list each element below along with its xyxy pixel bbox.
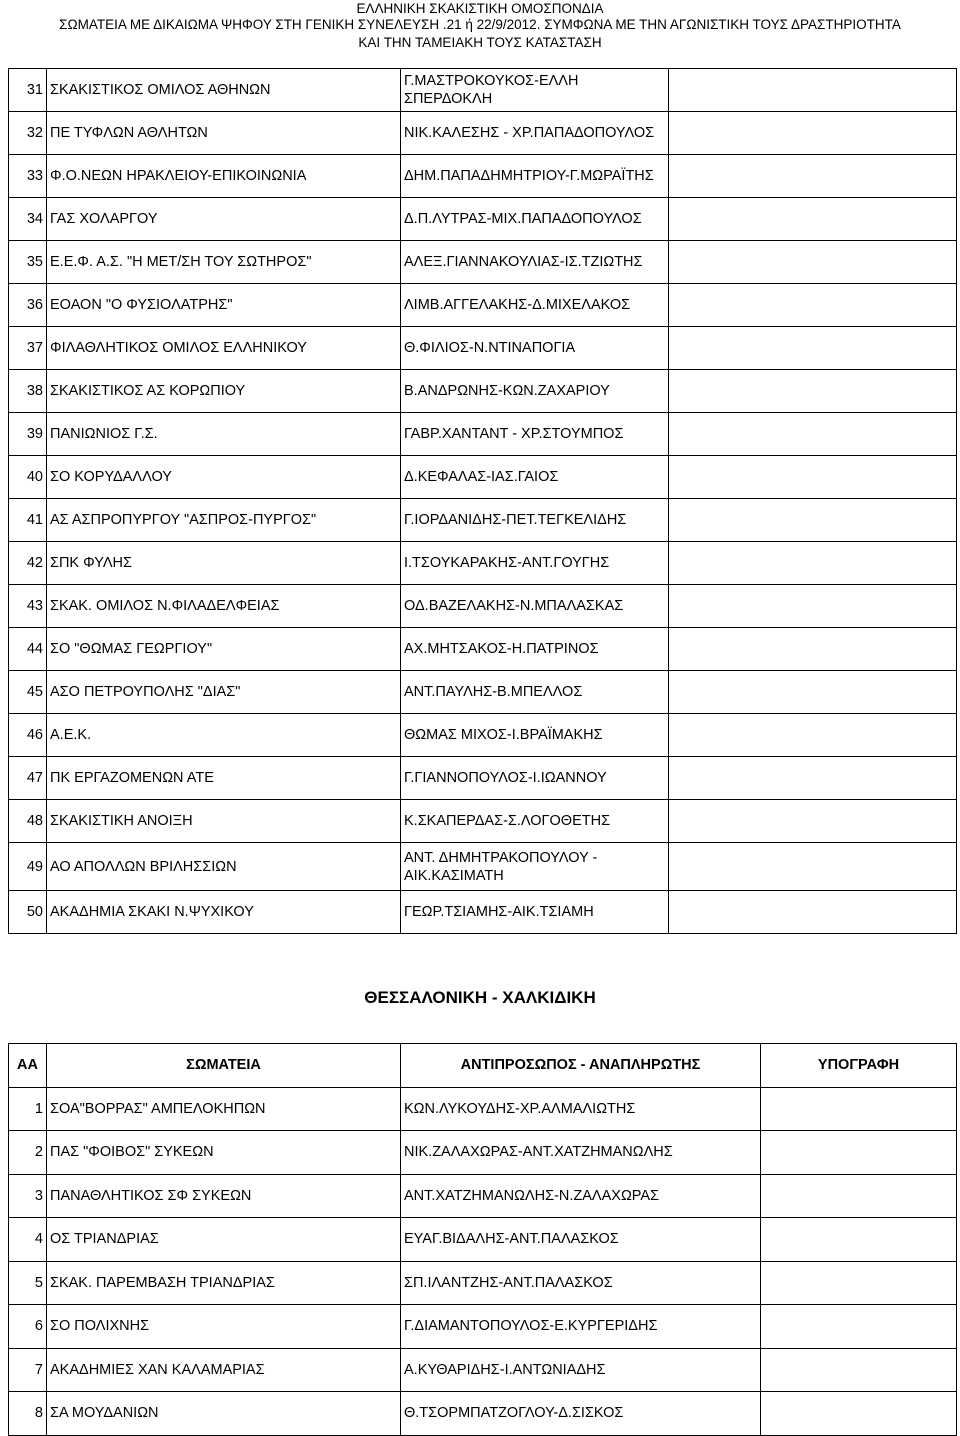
signature-cell [669,69,957,112]
signature-cell [669,155,957,198]
signature-cell [669,671,957,714]
representative: ΣΠ.ΙΛΑΝΤΖΗΣ-ΑΝΤ.ΠΑΛΑΣΚΟΣ [401,1261,761,1305]
club-name: ΣΑ ΜΟΥΔΑΝΙΩΝ [47,1392,401,1436]
club-name: ΣΚΑΚΙΣΤΙΚΟΣ ΟΜΙΛΟΣ ΑΘΗΝΩΝ [47,69,401,112]
signature-cell [669,891,957,934]
row-number: 40 [9,456,47,499]
table-row [9,112,957,155]
document-subtitle: ΣΩΜΑΤΕΙΑ ΜΕ ΔΙΚΑΙΩΜΑ ΨΗΦΟΥ ΣΤΗ ΓΕΝΙΚΗ ΣΥΝΕΛΕΥΣΗ .21 ή 22/9/2012. ΣΥΜΦΩΝΑ ΜΕ ΤΗΝ ΑΓΩΝΙΣΤΙΚΗ ΤΟΥΣ ΔΡΑΣΤΗΡΙΟΤΗΤΑ [59,17,901,32]
row-number: 49 [9,843,47,891]
representative: ΚΩΝ.ΛΥΚΟΥΔΗΣ-ΧΡ.ΑΛΜΑΛΙΩΤΗΣ [401,1087,761,1131]
representative: ΘΩΜΑΣ ΜΙΧΟΣ-Ι.ΒΡΑΪΜΑΚΗΣ [401,714,669,757]
club-name: ΑΚΑΔΗΜΙΕΣ ΧΑΝ ΚΑΛΑΜΑΡΙΑΣ [47,1348,401,1392]
club-name: ΣΠΚ ΦΥΛΗΣ [47,542,401,585]
representative: ΔΗΜ.ΠΑΠΑΔΗΜΗΤΡΙΟΥ-Γ.ΜΩΡΑΪΤΗΣ [401,155,669,198]
representative: Δ.Π.ΛΥΤΡΑΣ-ΜΙΧ.ΠΑΠΑΔΟΠΟΥΛΟΣ [401,198,669,241]
row-number: 42 [9,542,47,585]
representative: Θ.ΦΙΛΙΟΣ-Ν.ΝΤΙΝΑΠΟΓΙΑ [401,327,669,370]
club-name: Ε.Ε.Φ. Α.Σ. "Η ΜΕΤ/ΣΗ ΤΟΥ ΣΩΤΗΡΟΣ" [47,241,401,284]
signature-cell [761,1218,957,1262]
clubs-table-attica [8,68,957,934]
signature-cell [669,327,957,370]
club-name: ΓΑΣ ΧΟΛΑΡΓΟΥ [47,198,401,241]
row-number: 32 [9,112,47,155]
signature-cell [761,1392,957,1436]
row-number: 48 [9,800,47,843]
table-row [9,1261,957,1305]
representative: ΓΑΒΡ.ΧΑΝΤΑΝΤ - ΧΡ.ΣΤΟΥΜΠΟΣ [401,413,669,456]
row-number: 33 [9,155,47,198]
row-number: 47 [9,757,47,800]
signature-cell [669,370,957,413]
representative: Γ.ΙΟΡΔΑΝΙΔΗΣ-ΠΕΤ.ΤΕΓΚΕΛΙΔΗΣ [401,499,669,542]
region-title: ΘΕΣΣΑΛΟΝΙΚΗ - ΧΑΛΚΙΔΙΚΗ [364,988,596,1007]
representative: ΝΙΚ.ΖΑΛΑΧΩΡΑΣ-ΑΝΤ.ΧΑΤΖΗΜΑΝΩΛΗΣ [401,1131,761,1175]
row-number: 37 [9,327,47,370]
row-number: 36 [9,284,47,327]
table-row [9,1392,957,1436]
row-number: 50 [9,891,47,934]
representative: ΑΝΤ.ΠΑΥΛΗΣ-Β.ΜΠΕΛΛΟΣ [401,671,669,714]
row-number: 5 [9,1261,47,1305]
signature-cell [761,1261,957,1305]
representative: Α.ΚΥΘΑΡΙΔΗΣ-Ι.ΑΝΤΩΝΙΑΔΗΣ [401,1348,761,1392]
table-row [9,585,957,628]
club-name: ΠΕ ΤΥΦΛΩΝ ΑΘΛΗΤΩΝ [47,112,401,155]
table-row [9,155,957,198]
table-row [9,370,957,413]
header-representative: ΑΝΤΙΠΡΟΣΩΠΟΣ - ΑΝΑΠΛΗΡΩΤΗΣ [401,1044,761,1088]
signature-cell [669,585,957,628]
representative: Κ.ΣΚΑΠΕΡΔΑΣ-Σ.ΛΟΓΟΘΕΤΗΣ [401,800,669,843]
signature-cell [669,757,957,800]
row-number: 35 [9,241,47,284]
row-number: 7 [9,1348,47,1392]
club-name: ΠΚ ΕΡΓΑΖΟΜΕΝΩΝ ΑΤΕ [47,757,401,800]
representative: Γ.ΜΑΣΤΡΟΚΟΥΚΟΣ-ΕΛΛΗ ΣΠΕΡΔΟΚΛΗ [401,69,669,112]
club-name: ΑΣ ΑΣΠΡΟΠΥΡΓΟΥ "ΑΣΠΡΟΣ-ΠΥΡΓΟΣ" [47,499,401,542]
club-name: ΣΟ ΠΟΛΙΧΝΗΣ [47,1305,401,1349]
table-row [9,1087,957,1131]
table-row [9,456,957,499]
representative: Γ.ΔΙΑΜΑΝΤΟΠΟΥΛΟΣ-Ε.ΚΥΡΓΕΡΙΔΗΣ [401,1305,761,1349]
club-name: ΑΟ ΑΠΟΛΛΩΝ ΒΡΙΛΗΣΣΙΩΝ [47,843,401,891]
representative: ΑΧ.ΜΗΤΣΑΚΟΣ-Η.ΠΑΤΡΙΝΟΣ [401,628,669,671]
signature-cell [669,241,957,284]
table-row [9,198,957,241]
row-number: 6 [9,1305,47,1349]
table-row [9,1348,957,1392]
row-number: 46 [9,714,47,757]
signature-cell [669,628,957,671]
representative: Θ.ΤΣΟΡΜΠΑΤΖΟΓΛΟΥ-Δ.ΣΙΣΚΟΣ [401,1392,761,1436]
header-clubs: ΣΩΜΑΤΕΙΑ [47,1044,401,1088]
row-number: 3 [9,1174,47,1218]
signature-cell [669,542,957,585]
representative: ΑΝΤ. ΔΗΜΗΤΡΑΚΟΠΟΥΛΟΥ - ΑΙΚ.ΚΑΣΙΜΑΤΗ [401,843,669,891]
table-row [9,1174,957,1218]
table-row [9,499,957,542]
table-row [9,1218,957,1262]
table-row [9,241,957,284]
representative: Γ.ΓΙΑΝΝΟΠΟΥΛΟΣ-Ι.ΙΩΑΝΝΟΥ [401,757,669,800]
signature-cell [761,1087,957,1131]
clubs-table-thessaloniki [8,1043,957,1436]
row-number: 31 [9,69,47,112]
representative: Ι.ΤΣΟΥΚΑΡΑΚΗΣ-ΑΝΤ.ΓΟΥΓΗΣ [401,542,669,585]
signature-cell [669,198,957,241]
signature-cell [761,1348,957,1392]
table-row [9,800,957,843]
row-number: 2 [9,1131,47,1175]
header-aa: ΑΑ [9,1044,47,1088]
club-name: Φ.Ο.ΝΕΩΝ ΗΡΑΚΛΕΙΟΥ-ΕΠΙΚΟΙΝΩΝΙΑ [47,155,401,198]
row-number: 45 [9,671,47,714]
representative: ΑΝΤ.ΧΑΤΖΗΜΑΝΩΛΗΣ-Ν.ΖΑΛΑΧΩΡΑΣ [401,1174,761,1218]
club-name: ΦΙΛΑΘΛΗΤΙΚΟΣ ΟΜΙΛΟΣ ΕΛΛΗΝΙΚΟΥ [47,327,401,370]
representative: ΑΛΕΞ.ΓΙΑΝΝΑΚΟΥΛΙΑΣ-ΙΣ.ΤΖΙΩΤΗΣ [401,241,669,284]
club-name: ΣΟ "ΘΩΜΑΣ ΓΕΩΡΓΙΟΥ" [47,628,401,671]
document-subtitle-line2: ΚΑΙ ΤΗΝ ΤΑΜΕΙΑΚΗ ΤΟΥΣ ΚΑΤΑΣΤΑΣΗ [358,35,602,50]
row-number: 8 [9,1392,47,1436]
table-row [9,714,957,757]
club-name: ΣΚΑΚΙΣΤΙΚΗ ΑΝΟΙΞΗ [47,800,401,843]
club-name: ΠΑΝΑΘΛΗΤΙΚΟΣ ΣΦ ΣΥΚΕΩΝ [47,1174,401,1218]
signature-cell [669,843,957,891]
representative: Β.ΑΝΔΡΩΝΗΣ-ΚΩΝ.ΖΑΧΑΡΙΟΥ [401,370,669,413]
row-number: 38 [9,370,47,413]
representative: ΝΙΚ.ΚΑΛΕΣΗΣ - ΧΡ.ΠΑΠΑΔΟΠΟΥΛΟΣ [401,112,669,155]
table-row [9,413,957,456]
table-header-row [9,1044,957,1088]
row-number: 41 [9,499,47,542]
row-number: 4 [9,1218,47,1262]
signature-cell [669,284,957,327]
representative: ΓΕΩΡ.ΤΣΙΑΜΗΣ-ΑΙΚ.ΤΣΙΑΜΗ [401,891,669,934]
club-name: ΑΣΟ ΠΕΤΡΟΥΠΟΛΗΣ "ΔΙΑΣ" [47,671,401,714]
signature-cell [669,112,957,155]
row-number: 43 [9,585,47,628]
club-name: ΣΚΑΚ. ΟΜΙΛΟΣ Ν.ΦΙΛΑΔΕΛΦΕΙΑΣ [47,585,401,628]
club-name: Α.Ε.Κ. [47,714,401,757]
club-name: ΠΑΣ "ΦΟΙΒΟΣ" ΣΥΚΕΩΝ [47,1131,401,1175]
table-row [9,843,957,891]
row-number: 1 [9,1087,47,1131]
signature-cell [761,1174,957,1218]
row-number: 44 [9,628,47,671]
representative: ΕΥΑΓ.ΒΙΔΑΛΗΣ-ΑΝΤ.ΠΑΛΑΣΚΟΣ [401,1218,761,1262]
table-row [9,327,957,370]
row-number: 39 [9,413,47,456]
table-row [9,757,957,800]
table-row [9,628,957,671]
signature-cell [669,800,957,843]
signature-cell [669,413,957,456]
signature-cell [761,1131,957,1175]
table-row [9,891,957,934]
table-row [9,1131,957,1175]
representative: ΟΔ.ΒΑΖΕΛΑΚΗΣ-Ν.ΜΠΑΛΑΣΚΑΣ [401,585,669,628]
signature-cell [669,456,957,499]
club-name: ΠΑΝΙΩΝΙΟΣ Γ.Σ. [47,413,401,456]
header-signature: ΥΠΟΓΡΑΦΗ [761,1044,957,1088]
table-row [9,69,957,112]
signature-cell [669,714,957,757]
table-row [9,542,957,585]
signature-cell [669,499,957,542]
club-name: ΟΣ ΤΡΙΑΝΔΡΙΑΣ [47,1218,401,1262]
table-row [9,1305,957,1349]
club-name: ΣΟ ΚΟΡΥΔΑΛΛΟΥ [47,456,401,499]
table-row [9,284,957,327]
club-name: ΣΟΑ"ΒΟΡΡΑΣ" ΑΜΠΕΛΟΚΗΠΩΝ [47,1087,401,1131]
table-row [9,671,957,714]
club-name: ΣΚΑΚΙΣΤΙΚΟΣ ΑΣ ΚΟΡΩΠΙΟΥ [47,370,401,413]
representative: ΛΙΜΒ.ΑΓΓΕΛΑΚΗΣ-Δ.ΜΙΧΕΛΑΚΟΣ [401,284,669,327]
row-number: 34 [9,198,47,241]
club-name: ΕΟΑΟΝ "Ο ΦΥΣΙΟΛΑΤΡΗΣ" [47,284,401,327]
signature-cell [761,1305,957,1349]
club-name: ΣΚΑΚ. ΠΑΡΕΜΒΑΣΗ ΤΡΙΑΝΔΡΙΑΣ [47,1261,401,1305]
club-name: ΑΚΑΔΗΜΙΑ ΣΚΑΚΙ Ν.ΨΥΧΙΚΟΥ [47,891,401,934]
federation-title: ΕΛΛΗΝΙΚΗ ΣΚΑΚΙΣΤΙΚΗ ΟΜΟΣΠΟΝΔΙΑ [356,1,604,16]
representative: Δ.ΚΕΦΑΛΑΣ-ΙΑΣ.ΓΑΙΟΣ [401,456,669,499]
